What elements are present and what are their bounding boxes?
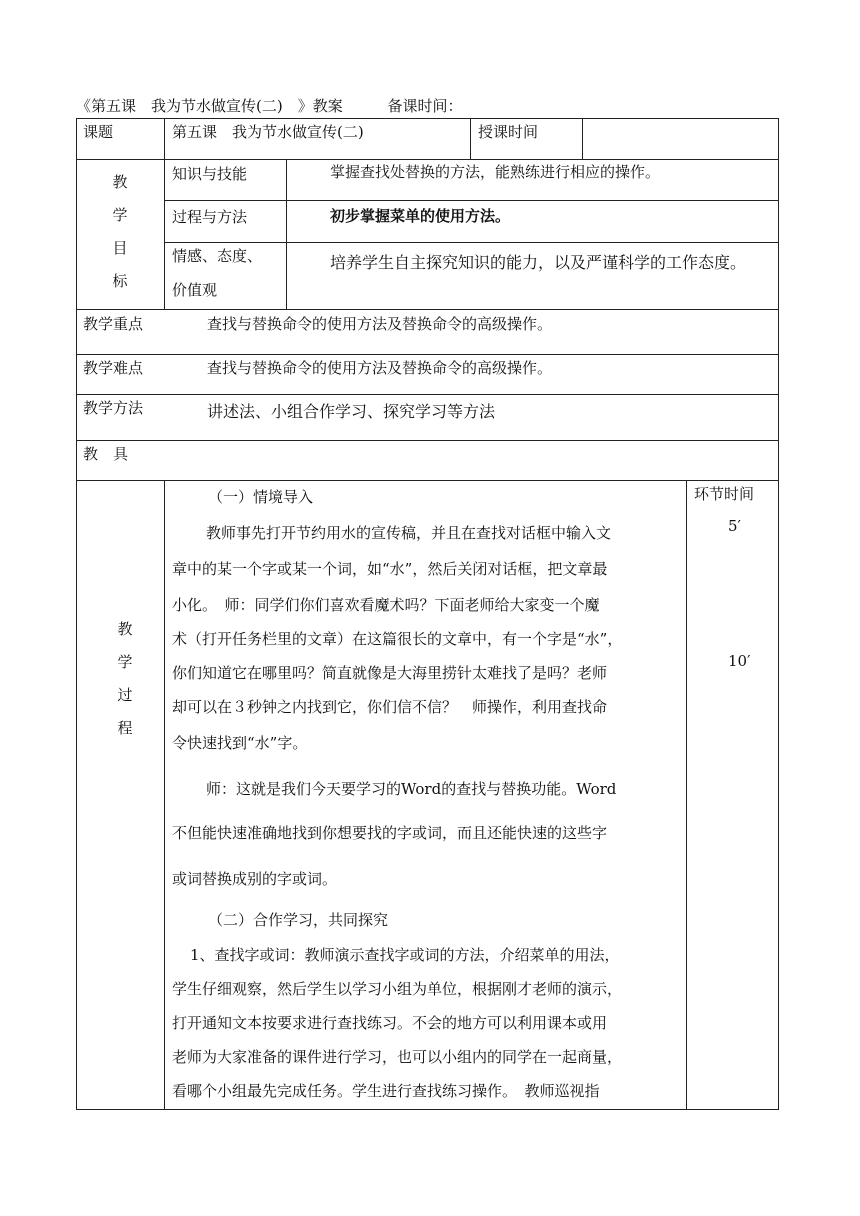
- column-divider: [286, 159, 287, 310]
- paragraph-line: 不但能快速准确地找到你想要找的字或词，而且还能快速的这些字: [172, 824, 608, 842]
- goals-label-char: 目: [112, 239, 128, 257]
- table-border-top: [76, 118, 779, 119]
- lesson-plan-title: 《第五课 我为节水做宣传(二) 》教案: [76, 97, 343, 115]
- process-label-char: 过: [117, 686, 133, 704]
- row-divider: [76, 354, 779, 355]
- paragraph-line: 章中的某一个字或某一个词，如“水”，然后关闭对话框，把文章最: [172, 560, 608, 578]
- row-divider: [76, 394, 779, 395]
- row-divider: [164, 200, 779, 201]
- goal-name-process: 过程与方法: [172, 208, 248, 226]
- paragraph-line: 老师为大家准备的课件进行学习，也可以小组内的同学在一起商量，: [172, 1048, 623, 1066]
- goal-name-emotion-line1: 情感、态度、: [172, 247, 263, 265]
- goal-text-process: 初步掌握菜单的使用方法。: [330, 207, 511, 225]
- paragraph-line: 看哪个小组最先完成任务。学生进行查找练习操作。 教师巡视指: [172, 1082, 600, 1100]
- paragraph-line: 小化。 师：同学们你们喜欢看魔术吗？下面老师给大家变一个魔: [172, 596, 600, 614]
- key-points-text: 查找与替换命令的使用方法及替换命令的高级操作。: [207, 315, 553, 333]
- column-divider: [470, 118, 471, 160]
- paragraph-line: 学生仔细观察，然后学生以学习小组为单位，根据刚才老师的演示，: [172, 980, 623, 998]
- column-divider: [582, 118, 583, 160]
- row-divider: [164, 242, 779, 243]
- methods-text: 讲述法、小组合作学习、探究学习等方法: [207, 402, 496, 421]
- document-header: [76, 96, 776, 116]
- stage-time-1: 5′: [728, 517, 741, 535]
- paragraph-line: 打开通知文本按要求进行查找练习。不会的地方可以利用课本或用: [172, 1014, 608, 1032]
- stage-time-2: 10′: [728, 652, 751, 670]
- table-border-right: [778, 118, 779, 1110]
- goals-label-char: 学: [112, 206, 128, 224]
- column-divider: [164, 480, 165, 1110]
- section2-title: （二）合作学习，共同探究: [208, 911, 389, 929]
- difficulties-text: 查找与替换命令的使用方法及替换命令的高级操作。: [207, 359, 553, 377]
- paragraph-line: 1、查找字或词：教师演示查找字或词的方法，介绍菜单的用法，: [190, 946, 620, 964]
- teaching-time-label: 授课时间: [478, 123, 539, 141]
- paragraph-line: 令快速找到“水”字。: [172, 734, 308, 752]
- tools-label: 教 具: [83, 445, 129, 463]
- process-label-char: 教: [117, 620, 133, 638]
- topic-value: 第五课 我为节水做宣传(二): [172, 123, 364, 141]
- stage-time-header: 环节时间: [694, 485, 755, 503]
- goal-name-knowledge: 知识与技能: [172, 165, 248, 183]
- goals-label-char: 教: [112, 173, 128, 191]
- row-divider: [76, 480, 779, 481]
- table-border-left: [76, 118, 77, 1110]
- topic-label: 课题: [83, 123, 114, 141]
- paragraph-line: 或词替换成别的字或词。: [172, 870, 338, 888]
- difficulties-label: 教学难点: [83, 359, 144, 377]
- process-label-char: 程: [117, 719, 133, 737]
- goal-text-knowledge: 掌握查找处替换的方法，能熟练进行相应的操作。: [330, 163, 661, 181]
- process-label-char: 学: [117, 653, 133, 671]
- goal-text-emotion: 培养学生自主探究知识的能力，以及严谨科学的工作态度。: [330, 253, 747, 272]
- row-divider: [76, 309, 779, 310]
- column-divider: [686, 480, 687, 1110]
- paragraph-line: 师：这就是我们今天要学习的Word的查找与替换功能。Word: [206, 780, 617, 798]
- paragraph-line: 却可以在３秒钟之内找到它，你们信不信？ 师操作，利用查找命: [172, 698, 608, 716]
- paragraph-line: 教师事先打开节约用水的宣传稿，并且在查找对话框中输入文: [206, 524, 612, 542]
- table-border-bottom: [76, 1109, 779, 1110]
- goal-name-emotion-line2: 价值观: [172, 281, 218, 299]
- section1-title: （一）情境导入: [208, 488, 314, 506]
- goals-label-char: 标: [112, 272, 128, 290]
- column-divider: [164, 118, 165, 310]
- key-points-label: 教学重点: [83, 315, 144, 333]
- paragraph-line: 术（打开任务栏里的文章）在这篇很长的文章中，有一个字是“水”，: [172, 630, 623, 648]
- lesson-plan-table: [76, 118, 779, 1110]
- row-divider: [76, 159, 779, 160]
- row-divider: [76, 440, 779, 441]
- prep-time-label: 备课时间：: [387, 97, 463, 115]
- methods-label: 教学方法: [83, 399, 144, 417]
- paragraph-line: 你们知道它在哪里吗？简直就像是大海里捞针太难找了是吗？老师: [172, 664, 608, 682]
